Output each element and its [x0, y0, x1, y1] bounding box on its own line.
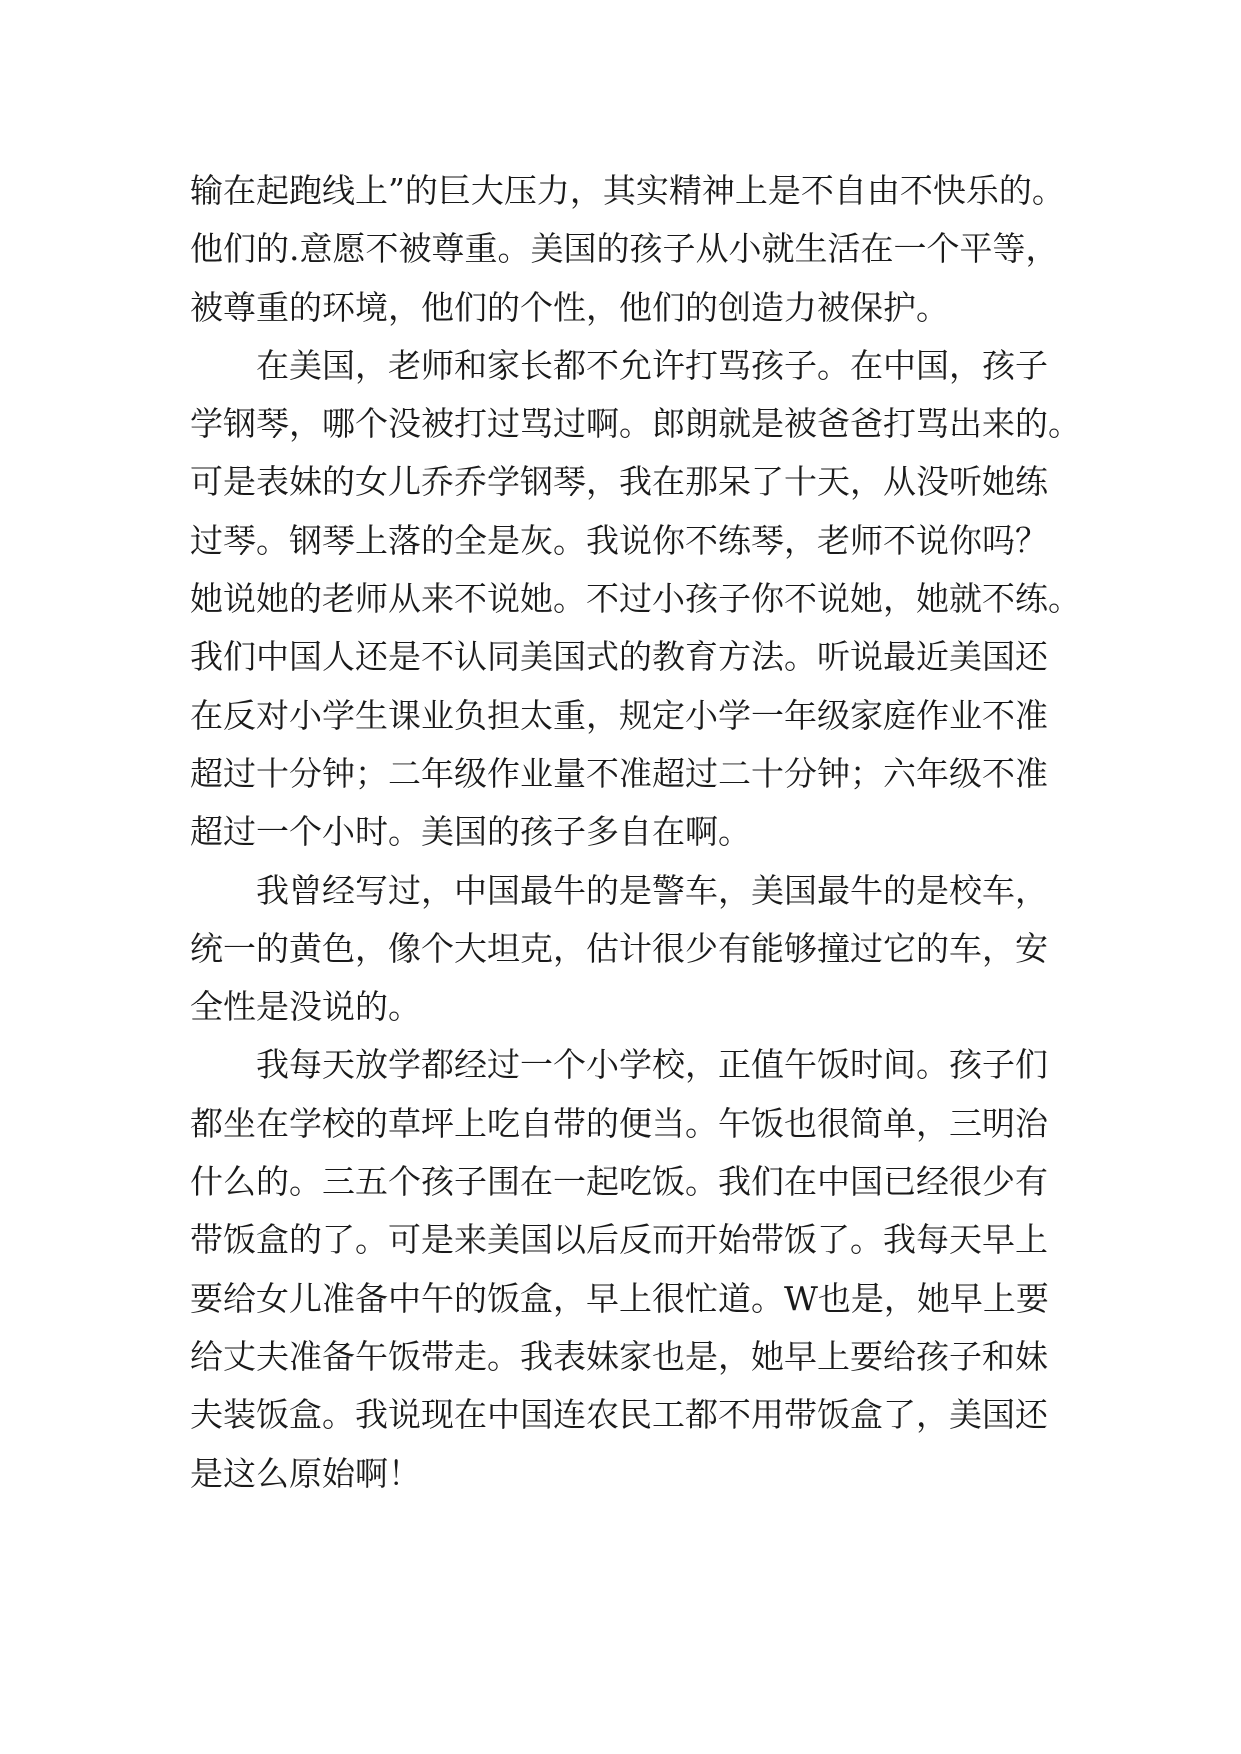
text-line: 带饭盒的了。可是来美国以后反而开始带饭了。我每天早上 [190, 1220, 1048, 1260]
text-line: 都坐在学校的草坪上吃自带的便当。午饭也很简单，三明治 [190, 1103, 1048, 1143]
paragraph-first-line: 我曾经写过，中国最牛的是警车，美国最牛的是校车， [256, 870, 1048, 910]
text-line: 超过十分钟；二年级作业量不准超过二十分钟；六年级不准 [190, 753, 1048, 793]
text-line: 被尊重的环境，他们的个性，他们的创造力被保护。 [190, 287, 949, 327]
paragraph-first-line: 我每天放学都经过一个小学校，正值午饭时间。孩子们 [256, 1045, 1048, 1085]
text-line: 输在起跑线上”的巨大压力，其实精神上是不自由不快乐的。 [190, 171, 1065, 210]
text-line: 我们中国人还是不认同美国式的教育方法。听说最近美国还 [190, 637, 1048, 677]
text-line: 学钢琴，哪个没被打过骂过啊。郎朗就是被爸爸打骂出来的。 [190, 404, 1081, 444]
text-line: 要给女儿准备中午的饭盒，早上很忙道。W也是，她早上要 [190, 1278, 1049, 1318]
text-line: 什么的。三五个孩子围在一起吃饭。我们在中国已经很少有 [190, 1162, 1048, 1202]
paragraph-first-line: 在美国，老师和家长都不允许打骂孩子。在中国，孩子 [256, 345, 1048, 385]
text-line: 可是表妹的女儿乔乔学钢琴，我在那呆了十天，从没听她练 [190, 462, 1048, 502]
text-line: 超过一个小时。美国的孩子多自在啊。 [190, 812, 751, 852]
text-line: 过琴。钢琴上落的全是灰。我说你不练琴，老师不说你吗？ [190, 520, 1048, 560]
text-line: 她说她的老师从来不说她。不过小孩子你不说她，她就不练。 [190, 579, 1081, 619]
text-line: 夫装饭盒。我说现在中国连农民工都不用带饭盒了，美国还 [190, 1395, 1048, 1435]
text-line: 统一的黄色，像个大坦克，估计很少有能够撞过它的车，安 [190, 928, 1048, 968]
text-line: 他们的.意愿不被尊重。美国的孩子从小就生活在一个平等， [190, 229, 1059, 269]
text-line: 在反对小学生课业负担太重，规定小学一年级家庭作业不准 [190, 695, 1048, 735]
body-text [190, 162, 1081, 1503]
text-line: 给丈夫准备午饭带走。我表妹家也是，她早上要给孩子和妹 [190, 1336, 1048, 1376]
text-line: 是这么原始啊！ [190, 1453, 421, 1493]
text-line: 全性是没说的。 [190, 987, 421, 1027]
